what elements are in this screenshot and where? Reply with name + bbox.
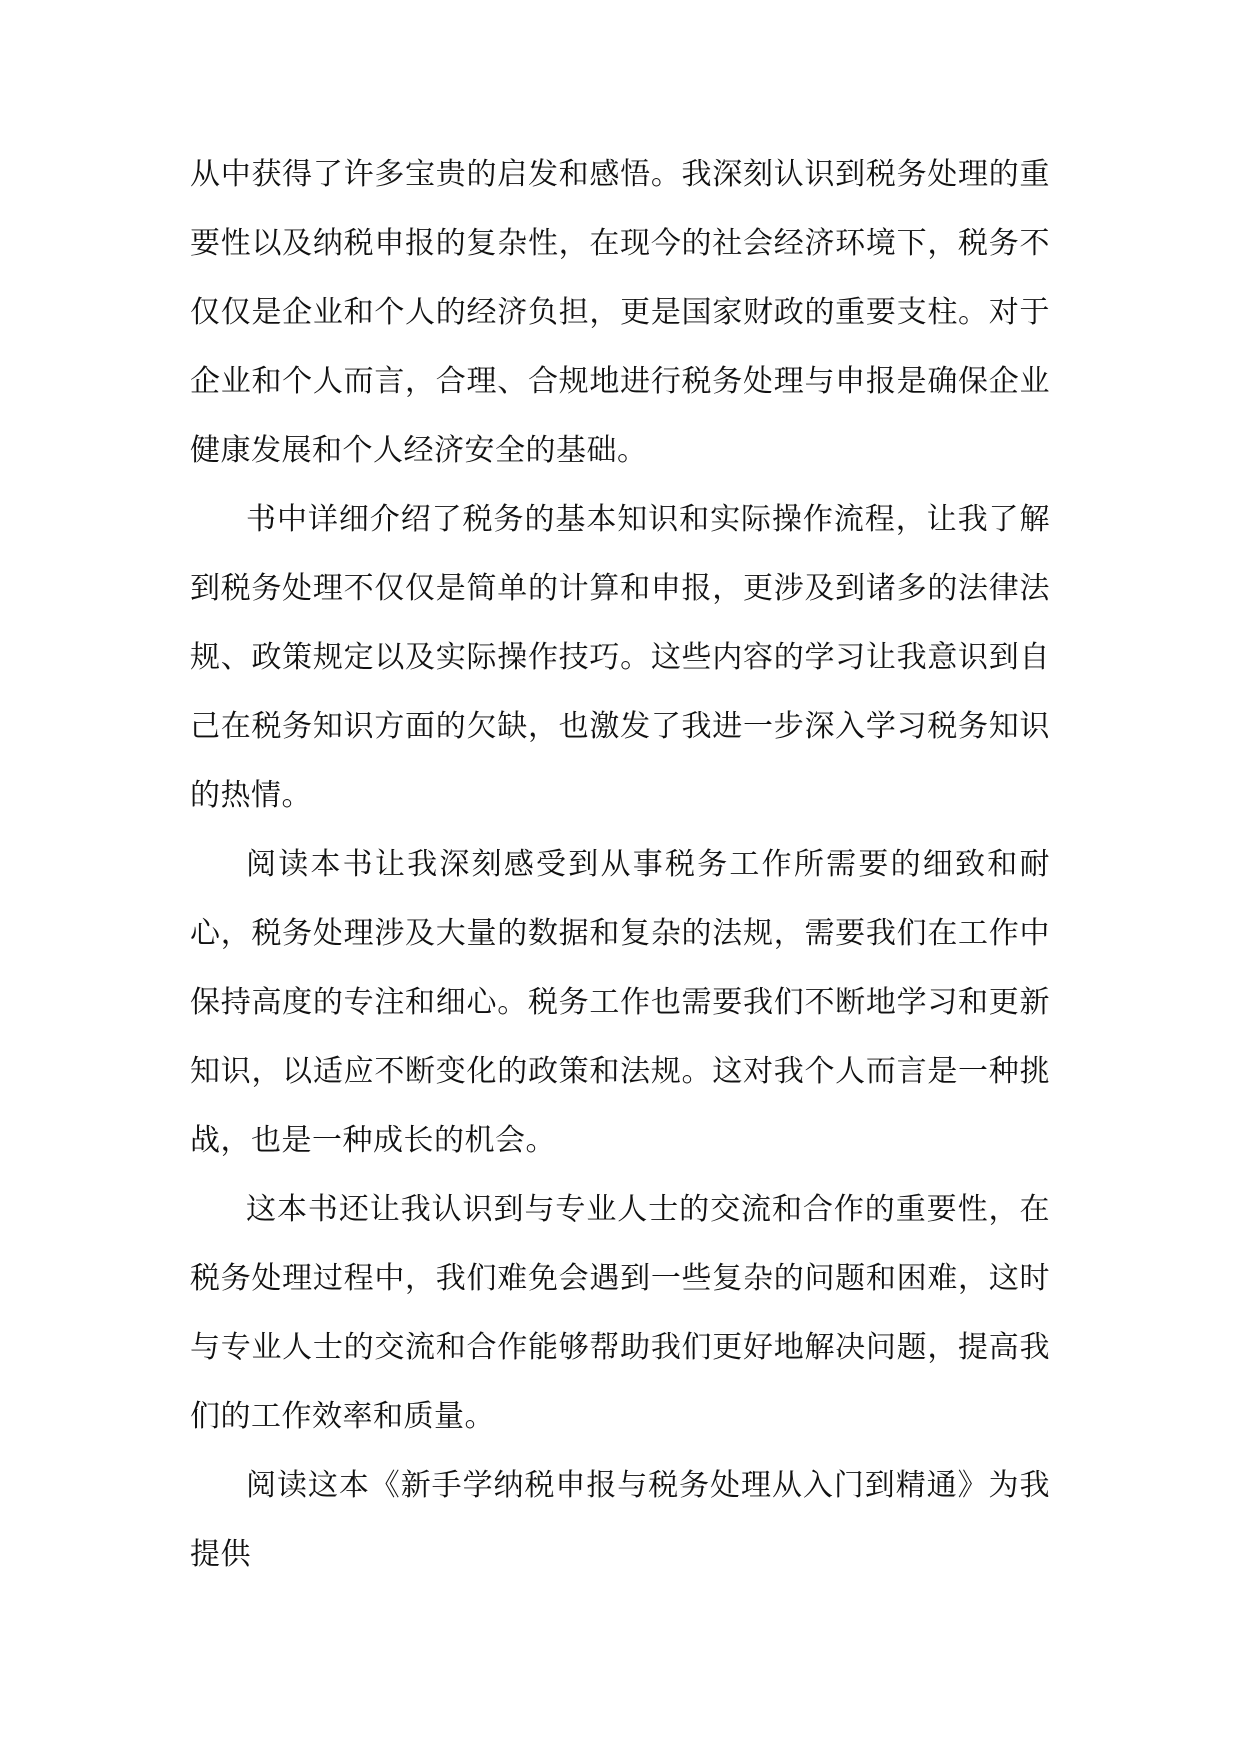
paragraph-5: 阅读这本《新手学纳税申报与税务处理从入门到精通》为我提供 bbox=[190, 1468, 1050, 1572]
paragraph-4: 这本书还让我认识到与专业人士的交流和合作的重要性，在税务处理过程中，我们难免会遇到一些复杂的问题和困难，这时与专业人士的交流和合作能够帮助我们更好地解决问题，提高我们的工作效率和质量。 bbox=[190, 1192, 1050, 1434]
body-text bbox=[190, 140, 1050, 1589]
paragraph-2: 书中详细介绍了税务的基本知识和实际操作流程，让我了解到税务处理不仅仅是简单的计算和申报，更涉及到诸多的法律法规、政策规定以及实际操作技巧。这些内容的学习让我意识到自己在税务知识方面的欠缺，也激发了我进一步深入学习税务知识的热情。 bbox=[190, 502, 1050, 813]
paragraph-1: 从中获得了许多宝贵的启发和感悟。我深刻认识到税务处理的重要性以及纳税申报的复杂性，在现今的社会经济环境下，税务不仅仅是企业和个人的经济负担，更是国家财政的重要支柱。对于企业和个人而言，合理、合规地进行税务处理与申报是确保企业健康发展和个人经济安全的基础。 bbox=[190, 157, 1050, 468]
paragraph-3: 阅读本书让我深刻感受到从事税务工作所需要的细致和耐心，税务处理涉及大量的数据和复杂的法规，需要我们在工作中保持高度的专注和细心。税务工作也需要我们不断地学习和更新知识，以适应不断变化的政策和法规。这对我个人而言是一种挑战，也是一种成长的机会。 bbox=[190, 847, 1050, 1158]
